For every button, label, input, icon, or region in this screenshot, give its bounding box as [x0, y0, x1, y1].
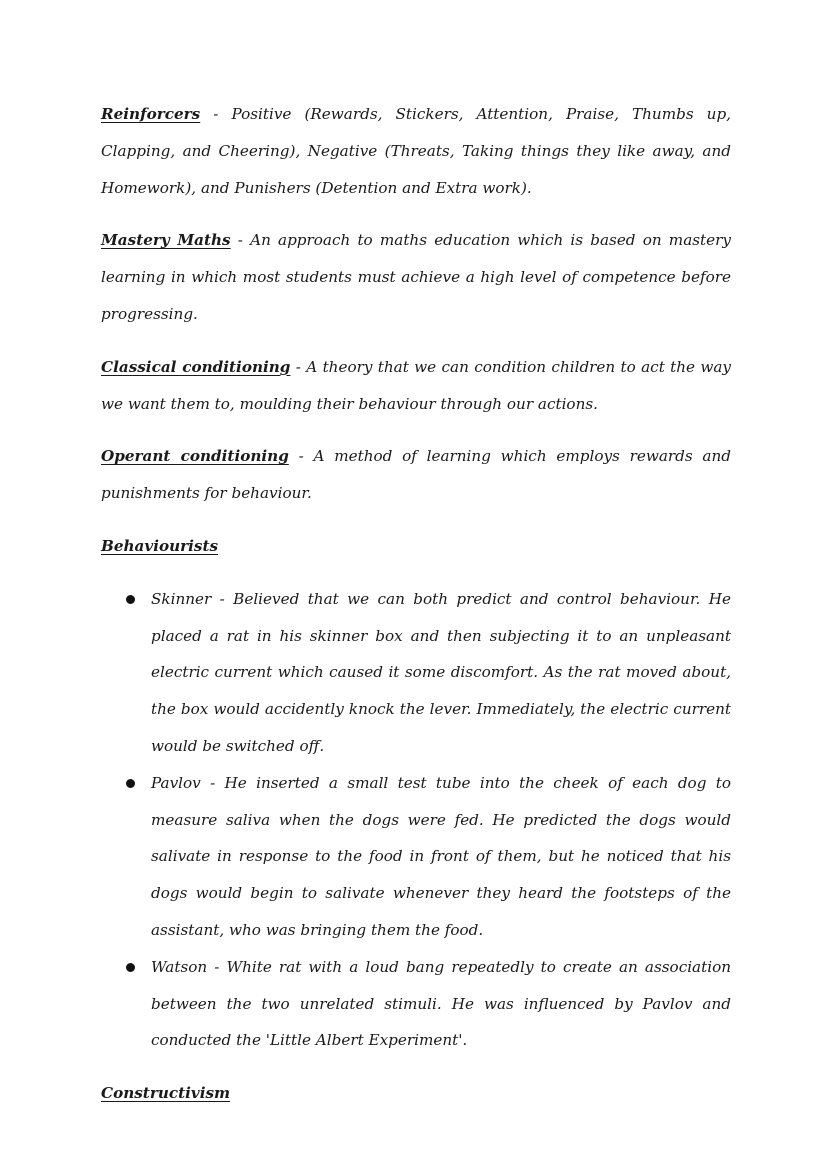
- definition-reinforcers: [101, 96, 731, 206]
- list-item-text: Skinner - Believed that we can both predict and control behaviour. He placed a rat in his skinner box and then subjecting it to an unpleasant electric current which caused it some discomfort. As the rat moved about, the box would accidently knock the lever. Immediately, the electric current would be switched off.: [151, 589, 731, 755]
- bullet-dot-icon: [126, 963, 135, 972]
- bullet-dot-icon: [126, 595, 135, 604]
- behaviourists-heading: Behaviourists: [101, 536, 219, 555]
- term-classical-conditioning: Classical conditioning: [101, 357, 291, 376]
- list-item: [101, 949, 731, 1059]
- list-item-text: Pavlov - He inserted a small test tube into the cheek of each dog to measure saliva when the dogs were fed. He predicted the dogs would salivate in response to the food in front of them, but he noticed that his dogs would begin to salivate whenever they heard the footsteps of the assistant, who was bringing them the food.: [151, 773, 731, 939]
- definition-text: - A method of learning which employs rewards and punishments for behaviour.: [101, 447, 731, 503]
- term-operant-conditioning: Operant conditioning: [101, 447, 289, 466]
- constructivism-heading: Constructivism: [101, 1084, 231, 1103]
- behaviourists-list: [101, 581, 731, 1059]
- list-item: [101, 765, 731, 949]
- definition-operant-conditioning: [101, 438, 731, 512]
- bullet-dot-icon: [126, 779, 135, 788]
- list-item-text: Watson - White rat with a loud bang repeatedly to create an association between the two unrelated stimuli. He was influenced by Pavlov and conducted the 'Little Albert Experiment'.: [151, 957, 731, 1050]
- list-item: [101, 581, 731, 765]
- definition-text: - A theory that we can condition children to act the way we want them to, moulding their behaviour through our actions.: [101, 357, 731, 413]
- definition-text: - Positive (Rewards, Stickers, Attention, Praise, Thumbs up, Clapping, and Cheering), Negative (Threats, Taking things they like away, and Homework), and Punishers (Detention and Extra work).: [101, 105, 731, 197]
- definition-mastery-maths: [101, 222, 731, 332]
- definition-classical-conditioning: [101, 349, 731, 423]
- definition-text: - An approach to maths education which is based on mastery learning in which most students must achieve a high level of competence before progressing.: [101, 231, 731, 323]
- term-mastery-maths: Mastery Maths: [101, 231, 231, 250]
- document-page: [101, 96, 731, 1112]
- term-reinforcers: Reinforcers: [101, 105, 201, 123]
